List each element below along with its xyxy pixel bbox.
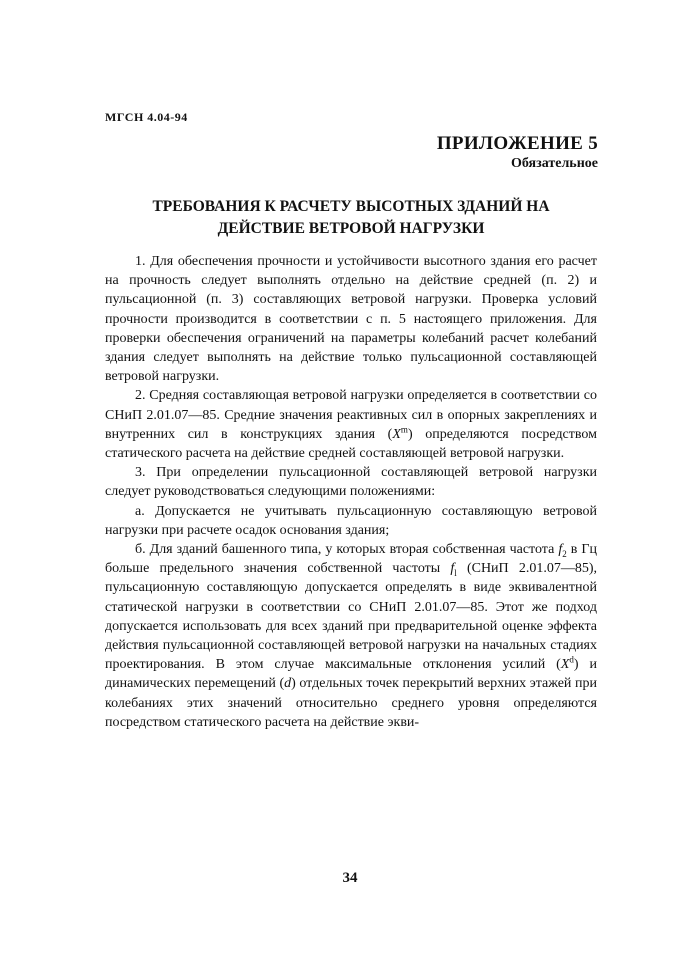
appendix-label: ПРИЛОЖЕНИЕ 5 (436, 133, 598, 154)
section-title-line-2: ДЕЙСТВИЕ ВЕТРОВОЙ НАГРУЗКИ (217, 220, 485, 237)
section-title (105, 196, 597, 240)
var-d: d (284, 676, 292, 692)
paragraph-2-text-b: ) определяются посредством статического расчета на действие средней составляющей ветровой нагрузки. (105, 426, 598, 462)
var-fl: f (450, 561, 455, 577)
paragraph-3b-text-a: б. Для зданий башенного типа, у которых вторая собственная частота (135, 542, 559, 558)
paragraph-1: 1. Для обеспечения прочности и устойчивости высотного здания его расчет на прочность следует выполнять отдельно на действие средней (п. 2) и пульсационной (п. 3) составляющих ветровой нагрузки. Проверка условий прочности производится в соответствии с п. 5 настоящего приложения. Для проверки обеспечения ограничений на параметры колебаний расчет колебаний здания следует выполнять на действие только пульсационной составляющей ветровой нагрузки. (105, 254, 597, 385)
var-f2-subscript: 2 (562, 548, 567, 559)
var-xd: X (560, 657, 570, 673)
paragraph-3a: а. Допускается не учитывать пульсационную составляющую ветровой нагрузки при расчете осадок основания здания; (105, 503, 597, 538)
body-text (105, 252, 597, 732)
paragraph-2-text-a: 2. Средняя составляющая ветровой нагрузки определяется в соответствии со СНиП 2.01.07—85. Средние значения реактивных сил в опорных закреплениях и внутренних сил в конструкциях здания ( (105, 388, 597, 442)
var-x: X (392, 426, 401, 442)
paragraph-3b-text-c: (СНиП 2.01.07—85), пульсационную составляющую допускается определять в виде эквивалентной статической нагрузки в соответствии со СНиП 2.01.07—85. Этот же подход допускается использовать для всех зданий при предварительной оценке эффекта действия пульсационной составляющей ветровой нагрузки на начальных стадиях проектирования. В этом случае максимальные отклонения усилий ( (105, 561, 597, 673)
appendix-status: Обязательное (510, 156, 598, 171)
var-f2: f (558, 542, 563, 558)
var-fl-subscript: l (454, 568, 457, 579)
paragraph-3b-text-e: ) отдельных точек перекрытий верхних этажей при колебаниях этих значений относительно среднего уровня определяются посредством статического расчета на действие экви- (105, 676, 597, 730)
document-code: МГСН 4.04-94 (105, 110, 188, 124)
var-xd-superscript: d (569, 654, 574, 665)
page-number: 34 (342, 870, 358, 886)
paragraph-3b-text-d: ) и динамических перемещений ( (105, 657, 598, 692)
paragraph-3: 3. При определении пульсационной составляющей ветровой нагрузки следует руководствоваться следующими положениями: (105, 465, 597, 500)
paragraph-3b (105, 540, 597, 732)
paragraph-3b-text-b: в Гц больше предельного значения собственной частоты (105, 542, 597, 577)
paragraph-2 (105, 386, 597, 463)
var-x-superscript: m (400, 424, 408, 435)
section-title-line-1: ТРЕБОВАНИЯ К РАСЧЕТУ ВЫСОТНЫХ ЗДАНИЙ НА (152, 198, 550, 215)
